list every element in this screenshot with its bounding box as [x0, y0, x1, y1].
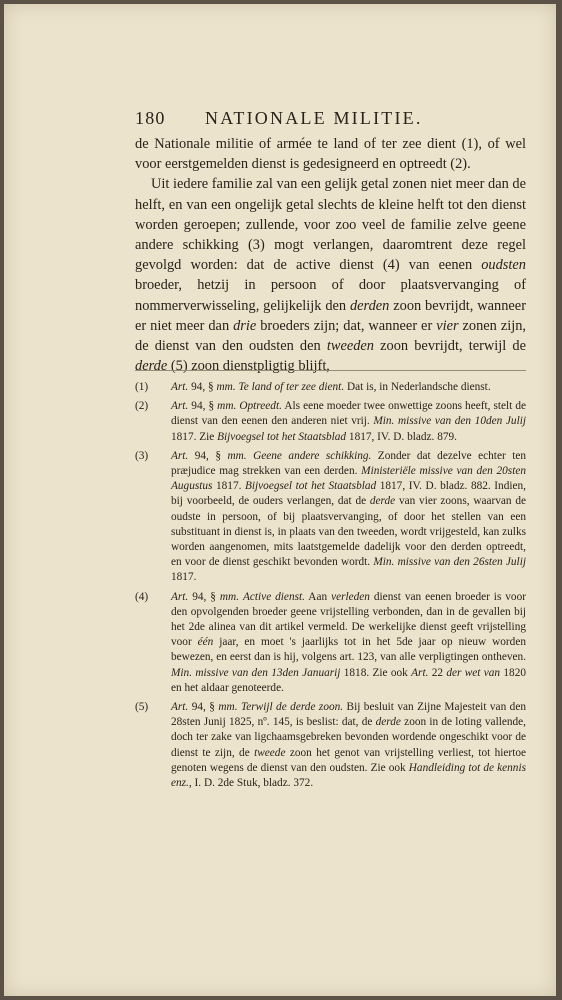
text-run: (5) zoon dienstpligtig blijft, [167, 358, 330, 375]
text-run: 94, § [188, 701, 219, 714]
italic-run: Min. missive van den 13den Januarij [171, 666, 341, 679]
text-run: Uit iedere familie zal van een gelijk getal zonen niet meer dan de helft, en van een ongelijk getal slechts de kleine helft tot den dienst worden geroepen; zullende, voor zoo veel de familie zelve geene andere schikking (3) mogt verlangen, daaromtrent deze regel gevolgd worden: dat de active dienst (4) van eenen [135, 176, 526, 274]
text-run: 1818. Zie ook [340, 666, 412, 679]
italic-run: mm. [217, 400, 237, 413]
italic-run: Art. [171, 590, 189, 603]
text-run: Zonder dat dezelve echter ten præjudice mag strekken van een derden. [171, 449, 526, 478]
footnotes [135, 380, 526, 795]
footnote-text [171, 590, 526, 696]
italic-run: drie [233, 317, 257, 334]
running-header [135, 108, 465, 130]
footnote-2 [135, 399, 526, 445]
footnote-text [171, 399, 526, 445]
text-run: jaar, en moet 's jaarlijks tot in het 5de jaar op nieuw worden bewezen, en eerst dan is hij, volgens art. 123, van alle verpligtingen ontheven. [171, 636, 526, 664]
italic-run: mm. [227, 449, 247, 462]
italic-run: Terwijl de derde zoon. [241, 701, 344, 714]
italic-run: Art. [171, 701, 189, 714]
italic-run: één [197, 636, 214, 649]
text-run: 1817. [212, 480, 245, 493]
italic-run: oudsten [481, 257, 526, 274]
italic-run: tweede [254, 746, 286, 759]
italic-run: derde [369, 495, 396, 508]
main-text [135, 134, 526, 376]
italic-run: Te land of ter zee dient. [238, 381, 345, 393]
footnote-text [171, 449, 526, 586]
italic-run: mm. [218, 701, 238, 714]
italic-run: Optreedt. [239, 400, 282, 413]
italic-run: vier [436, 317, 459, 334]
text-run: 94, § [188, 449, 228, 462]
text-run: Dat is, in Nederlandsche dienst. [344, 381, 491, 393]
running-title: NATIONALE MILITIE. [205, 108, 423, 128]
italic-run: verleden [331, 590, 370, 603]
italic-run: Art. [171, 449, 189, 462]
text-run: zoon bevrijdt, wanneer er niet meer dan [135, 297, 526, 334]
italic-run: Handleiding tot de kennis enz. [171, 761, 526, 790]
text-run: , I. D. 2de Stuk, bladz. 372. [188, 777, 314, 790]
text-run: broeders zijn; dat, wanneer er [256, 317, 437, 334]
text-run: 1817. Zie [171, 430, 218, 443]
footnote-1 [135, 380, 526, 395]
italic-run: Bijvoegsel tot het Staatsblad [217, 430, 347, 443]
italic-run: Active dienst. [242, 590, 305, 603]
footnote-3 [135, 449, 526, 586]
footnote-4 [135, 590, 526, 696]
italic-run: derde [135, 358, 168, 375]
text-run: Bij besluit van Zijne Majesteit van den 28sten Junij 1825, nº. 145, is beslist: dat, de [171, 701, 526, 729]
italic-run: mm. [216, 381, 236, 393]
italic-run: derde [375, 716, 401, 729]
text-run: Als eene moeder twee onwettige zoons heeft, stelt de dienst van den eenen den anderen niet vrij. [171, 400, 527, 428]
text-run: broeder, hetzij in persoon of door plaatsvervanging of nommerverwisseling, gelijkelijk den [135, 277, 526, 314]
footnote-number: (1) [135, 381, 149, 393]
footnote-number: (5) [135, 701, 149, 714]
italic-run: Min. missive van den 26sten Julij [373, 556, 526, 569]
footnote-separator [135, 370, 526, 371]
footnote-text [171, 380, 526, 395]
text-run: dienst van eenen broeder is voor den opvolgenden broeder geene vrijstelling verbonden, dan in de gevallen bij het 2de alinea van dit artikel vermeld. De werkelijke dienst geeft vrijstelling voor [171, 590, 526, 649]
paragraph-2 [135, 174, 526, 376]
text-run: zoon bevrijdt, terwijl de [374, 338, 526, 355]
italic-run: Art. [171, 381, 189, 393]
footnote-number: (4) [135, 590, 149, 603]
italic-run: derden [349, 297, 390, 314]
footnote-number: (2) [135, 400, 149, 413]
page-number: 180 [135, 108, 166, 128]
footnote-text [171, 700, 526, 791]
italic-run: Art. [171, 400, 189, 413]
paragraph-1: de Nationale militie of armée te land of ter zee dient (1), of wel voor eerstgemelden dienst is gedesigneerd en optreedt (2). [135, 136, 526, 173]
text-run: 1817, IV. D. bladz. 882. Indien, bij voorbeeld, de ouders verlangen, dat de [171, 480, 526, 508]
italic-run: mm. [219, 590, 240, 603]
text-run: zoon in de loting vallende, doch ter zake van ligchaamsgebreken bevonden wordende ongeschikt voor de dienst te zijn, de [171, 716, 526, 759]
text-run: zoon het genot van vrijstelling verliest, tot hiertoe genoten wegens de dienst van den oudsten. Zie ook [171, 746, 526, 774]
italic-run: Bijvoegsel tot het Staatsblad [244, 480, 377, 493]
text-run: 1817. [171, 571, 197, 584]
italic-run: Ministeriële missive van den 20sten Augustus [171, 465, 527, 493]
text-run: 94, § [188, 381, 217, 393]
italic-run: der wet van [446, 666, 501, 679]
text-run: van vier zoons, waarvan de oudste in persoon, of bij plaatsvervanging, of door het stellen van een substituant in dienst is, in plaats van den tweeden, wordt vrijgesteld, kan zulks worden aangenomen, mits laatstgemelde dadelijk voor den derden optreedt, en voor de dienst geschikt bevonden wordt. [171, 495, 527, 569]
text-run: 94, § [188, 400, 218, 413]
footnote-5 [135, 700, 526, 791]
footnote-number: (3) [135, 449, 149, 462]
italic-run: Min. missive van den 10den Julij [373, 415, 526, 428]
text-run: 1817, IV. D. bladz. 879. [346, 430, 457, 443]
text-run: 1820 en het aldaar genoteerde. [171, 666, 526, 694]
italic-run: tweeden [326, 338, 374, 355]
italic-run: Art. [411, 666, 429, 679]
text-run: Aan [304, 590, 332, 603]
book-page [4, 4, 556, 996]
italic-run: Geene andere schikking. [253, 449, 372, 462]
text-run: zonen zijn, de dienst van den oudsten den [135, 317, 526, 355]
text-run: 94, § [188, 590, 220, 603]
text-run: 22 [428, 666, 447, 679]
